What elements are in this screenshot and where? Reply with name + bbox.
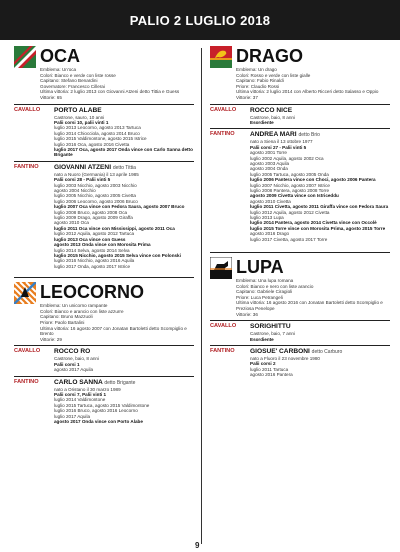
contrada-name: DRAGO bbox=[236, 46, 303, 66]
cavallo-section: CAVALLO SORIGHITTU Castrone, baio, 7 anni Esordiente bbox=[210, 323, 390, 342]
oca-flag-icon bbox=[14, 46, 36, 68]
contrada-lupa bbox=[210, 257, 390, 378]
contrada-info: Emblema: Un drago Colori: Rosso e verde con liste gialle Capitano: Fabio Rinaldi Priore: Claudio Rossi Ultima vittoria: 2 luglio 2014 con Alberto Ricceri detto Salasso e Oppio Vittorie: 37 bbox=[236, 67, 379, 100]
cavallo-section: CAVALLO ROCCO NICE Castrone, baio, 8 anni Esordiente bbox=[210, 107, 390, 126]
section-rule bbox=[14, 277, 194, 278]
column-divider bbox=[201, 48, 202, 544]
contrada-name: OCA bbox=[40, 46, 80, 66]
drago-flag-icon bbox=[210, 46, 232, 68]
section-rule bbox=[14, 376, 194, 377]
left-column bbox=[14, 46, 194, 424]
fantino-section: FANTINO CARLO SANNA detto Brigante nato a Oristano il 30 marzo 1989 Palii corsi 7, Palii vinti 1 luglio 2014 Valdimontone luglio 2015 Tartuca, agosto 2015 Valdimontone luglio 2016 Bruco, agosto 2016 Leocorno luglio 2017 Aquila agosto 2017 Onda vince con Porto Alabe bbox=[14, 379, 194, 425]
section-rule bbox=[210, 128, 390, 129]
page-header bbox=[0, 0, 400, 40]
section-rule bbox=[14, 345, 194, 346]
lupa-flag-icon bbox=[210, 257, 232, 279]
cavallo-section: CAVALLO ROCCO RO Castrone, baio, 8 anni Palii corsi 1 agosto 2017 Aquila bbox=[14, 348, 194, 372]
horse-name: SORIGHITTU bbox=[250, 323, 291, 331]
section-rule bbox=[14, 161, 194, 162]
role-label: CAVALLO bbox=[14, 348, 41, 355]
cavallo-section: CAVALLO PORTO ALABE Castrone, sauro, 10 anni Palii corsi 10, palii vinti 1 luglio 2013 Leocorno, agosto 2013 Tartuca luglio 2014 Chiocciola, agosto 2014 Bruco luglio 2015 Valdimontone, agosto 2015 Istrice luglio 2016 Oca, agosto 2016 Civetta luglio 2017 Oca, agosto 2017 Onda vince con Carlo Sanna detto Brigante bbox=[14, 106, 193, 158]
section-rule bbox=[210, 345, 390, 346]
horse-name: ROCCO RO bbox=[54, 348, 91, 356]
jockey-name: GIOSUE' CARBONI detto Carburo bbox=[250, 348, 343, 356]
role-label: CAVALLO bbox=[210, 106, 237, 113]
fantino-section: FANTINO ANDREA MARI detto Brio nato a Siena il 13 ottobre 1977 Palii corsi 27 - Palii vinti 5 agosto 2001 Torre luglio 2002 Aquila, agosto 2002 Oca agosto 2003 Aquila agosto 2004 Onda luglio 2005 Tartuca, agosto 2005 Onda luglio 2006 Pantera vince con Choci, agosto 2006 Pantera luglio 2007 Nicchio, agosto 2007 Istrice luglio 2008 Pantera, agosto 2008 Torre agosto 2009 Civetta vince con Istriceddu agosto 2010 Civetta luglio 2011 Civetta, agosto 2011 Giraffa vince con Fedora Saura luglio 2012 Aquila, agosto 2012 Civetta luglio 2013 Lupa luglio 2014 Pantera, agosto 2014 Civetta vince con Occolè luglio 2015 Torre vince con Morosita Prima, agosto 2015 Torre agosto 2016 Drago luglio 2017 Civetta, agosto 2017 Torre bbox=[210, 131, 389, 242]
fantino-section: FANTINO GIOVANNI ATZENI detto Tittia nato a Nuoro (Germania) il 13 aprile 1985 Palii corsi 28 - Palii vinti 5 luglio 2003 Nicchio, agosto 2003 Nicchio agosto 2004 Nicchio luglio 2005 Nicchio, agosto 2005 Civetta luglio 2006 Leocorno, agosto 2006 Bruco luglio 2007 Oca vince con Fedora Saura, agosto 2007 Bruco luglio 2008 Bruco, agosto 2008 Oca luglio 2009 Drago, agosto 2009 Giraffa agosto 2010 Oca luglio 2011 Oca vince con Mississippi, agosto 2011 Oca luglio 2012 Aquila, agosto 2012 Tartuca luglio 2013 Oca vince con Guess agosto 2013 Onda vince con Morosita Prima luglio 2014 Selva, agosto 2014 Selva luglio 2015 Nicchio, agosto 2015 Selva vince con Polonski luglio 2016 Nicchio, agosto 2016 Aquila luglio 2017 Onda, agosto 2017 Istrice bbox=[14, 164, 194, 269]
contrada-name: LUPA bbox=[236, 257, 284, 278]
contrada-info: Emblema: Una lupa romana Colori: Bianco e nero con liste arancio Capitano: Gabriele Ciragioli Priore: Luca Petrangeli Ultima vittoria: 16 agosto 2016 con Jonatan Bartoletti detto Scompiglio e Preziosa Penelope Vittorie: 36 bbox=[236, 278, 383, 317]
horse-name: PORTO ALABE bbox=[54, 106, 102, 114]
section-rule bbox=[14, 104, 194, 105]
contrada-drago bbox=[210, 46, 390, 242]
horse-name: ROCCO NICE bbox=[250, 106, 293, 114]
leocorno-flag-icon bbox=[14, 282, 36, 304]
contrada-oca bbox=[14, 46, 194, 269]
role-label: FANTINO bbox=[14, 163, 39, 170]
contrada-info: Emblema: Un'oca Colori: Bianco e verde con liste rosse Capitano: Stefano Benardini Governatore: Francesco Cillerai Ultima vittoria: 2 luglio 2013 con Giovanni Atzeni detto Tittia e Guess Vittorie: 65 bbox=[40, 67, 180, 100]
contrada-info: Emblema: Un unicorno rampante Colori: Bianco e arancio con liste azzurre Capitano: Bruno Mazzuoli Priore: Paolo Bartalini Ultima vittoria: 16 agosto 2007 con Jonatan Bartoletti detto Scompiglio e Brento Vittorie: 29 bbox=[40, 303, 187, 342]
jockey-name: CARLO SANNA detto Brigante bbox=[54, 378, 136, 386]
section-rule bbox=[210, 104, 390, 105]
role-label: CAVALLO bbox=[14, 106, 41, 113]
jockey-name: GIOVANNI ATZENI detto Tittia bbox=[54, 163, 136, 171]
fantino-section: FANTINO GIOSUE' CARBONI detto Carburo nato a Fluoro il 23 novembre 1980 Palii corsi 2 luglio 2011 Tartuca agosto 2016 Pantera bbox=[210, 348, 390, 378]
jockey-name: ANDREA MARI detto Brio bbox=[250, 131, 320, 139]
role-label: FANTINO bbox=[210, 131, 235, 138]
section-rule bbox=[210, 252, 390, 253]
role-label: FANTINO bbox=[14, 378, 39, 385]
right-column bbox=[210, 46, 390, 378]
page-title: PALIO 2 LUGLIO 2018 bbox=[129, 12, 271, 28]
role-label: FANTINO bbox=[210, 348, 235, 355]
role-label: CAVALLO bbox=[210, 323, 237, 330]
contrada-name: LEOCORNO bbox=[40, 282, 145, 303]
contrada-leocorno bbox=[14, 282, 194, 424]
page-number: 9 bbox=[195, 541, 200, 550]
section-rule bbox=[210, 320, 390, 321]
